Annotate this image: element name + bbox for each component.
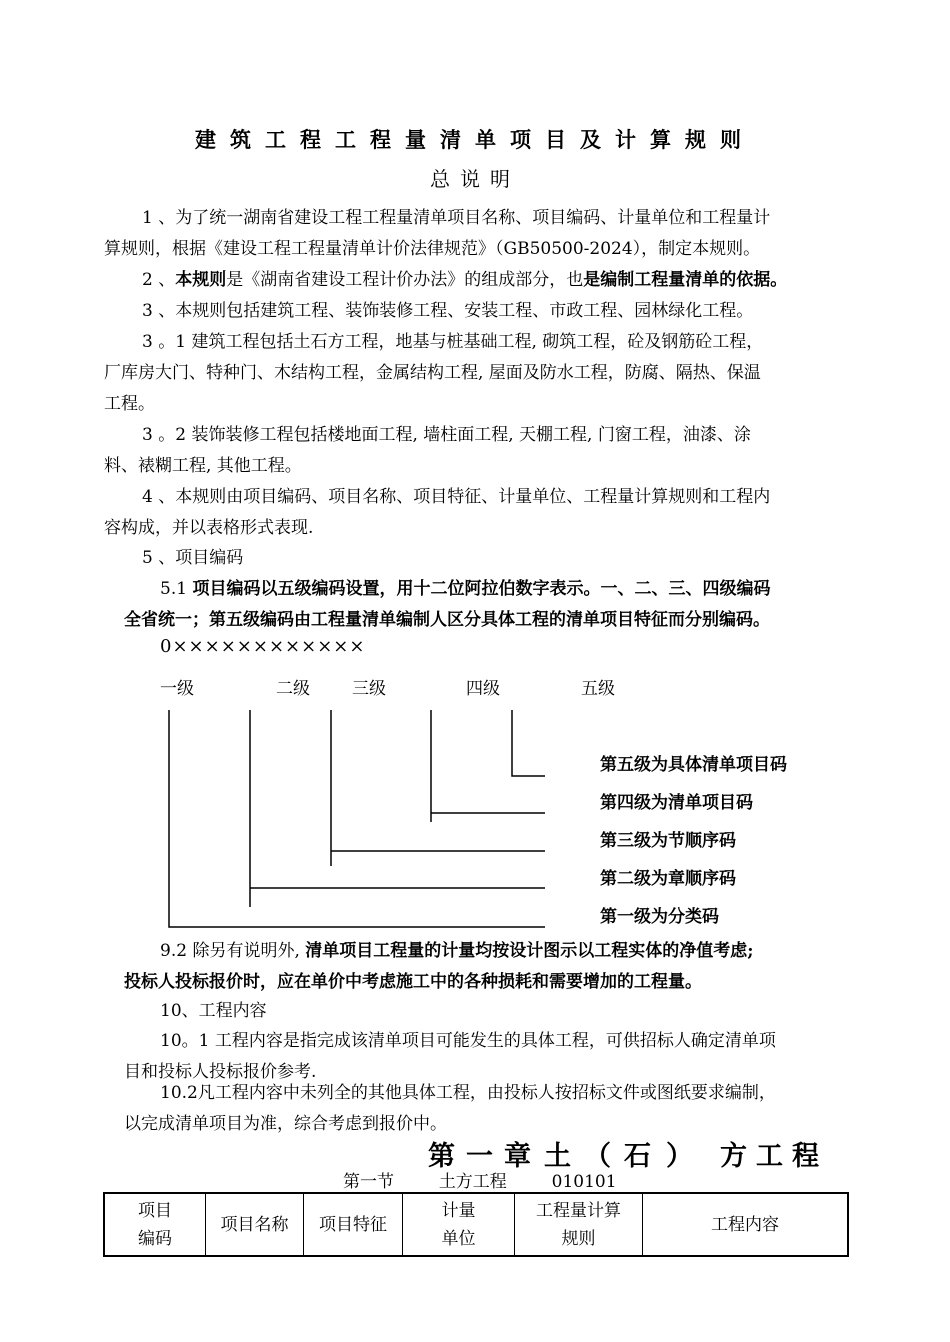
paragraph-9-2-number: 9.2 除另有说明外, — [160, 941, 306, 961]
level-5-bracket — [512, 710, 545, 776]
header-item-code-line-1: 项目 — [138, 1200, 172, 1221]
level-3-label: 三级 — [352, 679, 386, 699]
level-4-description: 第四级为清单项目码 — [600, 793, 753, 813]
level-5-description: 第五级为具体清单项目码 — [600, 755, 787, 775]
header-unit-line-1: 计量 — [441, 1200, 476, 1221]
level-2-description: 第二级为章顺序码 — [600, 869, 736, 889]
level-3-bracket — [331, 710, 545, 866]
paragraph-5-line-1: 5 、项目编码 — [142, 548, 244, 568]
section-code: 010101 — [551, 1172, 617, 1192]
chapter-char: 方 — [720, 1141, 747, 1172]
chapter-char: 一 — [466, 1141, 493, 1172]
header-calc-rule-line-1: 工程量计算 — [536, 1200, 621, 1221]
chapter-char: （ — [584, 1141, 611, 1172]
section-label: 第一节 — [343, 1172, 394, 1192]
paragraph-3-1-line-1: 3 。1 建筑工程包括土石方工程，地基与桩基础工程, 砌筑工程，砼及钢筋砼工程， — [142, 332, 764, 352]
paragraph-3-1-line-2: 厂库房大门、特种门、木结构工程，金属结构工程, 屋面及防水工程，防腐、隔热、保温 — [104, 363, 761, 383]
paragraph-2-text: 是《湖南省建设工程计价办法》的组成部分，也 — [226, 270, 584, 290]
chapter-char: 石 — [624, 1141, 651, 1172]
paragraph-2-bold-1: 本规则 — [175, 270, 227, 290]
level-3-description: 第三级为节顺序码 — [600, 831, 736, 851]
chapter-char: 土 — [544, 1141, 571, 1172]
table-header-row — [104, 1193, 848, 1256]
paragraph-3-2-line-1: 3 。2 装饰装修工程包括楼地面工程, 墙柱面工程, 天棚工程, 门窗工程，油漆、涂 — [142, 425, 751, 445]
header-calc-rule-line-2: 规则 — [561, 1228, 596, 1249]
header-unit — [403, 1193, 515, 1256]
code-pattern: 0×××××××××××× — [160, 636, 366, 657]
chapter-char: 程 — [792, 1141, 819, 1172]
paragraph-10-line-1: 10、工程内容 — [160, 1001, 267, 1021]
level-5-label: 五级 — [581, 679, 615, 699]
level-4-label: 四级 — [466, 679, 500, 699]
level-1-label: 一级 — [160, 679, 194, 699]
paragraph-9-2-line-2: 投标人投标报价时，应在单价中考虑施工中的各种损耗和需要增加的工程量。 — [124, 972, 702, 992]
paragraph-3-2-line-2: 料、裱糊工程, 其他工程。 — [104, 456, 302, 476]
paragraph-3-line-1: 3 、本规则包括建筑工程、装饰装修工程、安装工程、市政工程、园林绿化工程。 — [142, 301, 754, 321]
section-name: 土方工程 — [438, 1172, 507, 1192]
paragraph-9-2 — [124, 936, 864, 998]
level-1-bracket — [169, 710, 545, 927]
header-item-features: 项目特征 — [304, 1193, 403, 1256]
level-4-bracket — [431, 710, 545, 822]
paragraph-10 — [124, 996, 864, 1027]
paragraph-1-line-1: 1 、为了统一湖南省建设工程工程量清单项目名称、项目编码、计量单位和工程量计 — [142, 208, 771, 228]
paragraph-5-1-line-2: 全省统一；第五级编码由工程量清单编制人区分具体工程的清单项目特征而分别编码。 — [124, 610, 770, 630]
paragraph-2-bold-2: 是编制工程量清单的依据。 — [583, 270, 788, 290]
chapter-char: 工 — [756, 1141, 783, 1172]
paragraph-4-line-2: 容构成，并以表格形式表现. — [104, 518, 314, 538]
header-calc-rule — [515, 1193, 643, 1256]
paragraph-1-line-2: 算规则，根据《建设工程工程量清单计价法律规范》（GB50500-2024），制定本规则。 — [104, 239, 761, 259]
paragraph-3-1-line-3: 工程。 — [104, 394, 155, 414]
paragraph-10-2 — [124, 1078, 864, 1140]
section-heading — [343, 1167, 617, 1192]
paragraph-5-1-bold: 项目编码以五级编码设置，用十二位阿拉伯数字表示。一、二、三、四级编码 — [192, 579, 771, 599]
header-unit-line-2: 单位 — [441, 1228, 476, 1249]
paragraph-10-2-line-2: 以完成清单项目为准，综合考虑到报价中。 — [124, 1114, 447, 1134]
header-work-content: 工程内容 — [643, 1193, 849, 1256]
paragraph-10-2-line-1: 10.2凡工程内容中未列全的其他具体工程，由投标人按招标文件或图纸要求编制， — [160, 1083, 776, 1103]
paragraph-10-1-line-2: 目和投标人投标报价参考. — [124, 1062, 317, 1082]
level-1-description: 第一级为分类码 — [600, 907, 719, 927]
chapter-char: 第 — [428, 1141, 455, 1172]
bill-table-header — [103, 1192, 849, 1257]
paragraph-4-line-1: 4 、本规则由项目编码、项目名称、项目特征、计量单位、工程量计算规则和工程内 — [142, 487, 771, 507]
paragraph-10-1-line-1: 10。1 工程内容是指完成该清单项目可能发生的具体工程，可供招标人确定清单项 — [160, 1031, 776, 1051]
paragraph-5-1-number: 5.1 — [160, 579, 193, 599]
paragraph-9-2-bold: 清单项目工程量的计量均按设计图示以工程实体的净值考虑; — [305, 941, 754, 961]
paragraph-2-number: 2 、 — [142, 270, 176, 290]
page-subtitle: 总说明 — [430, 167, 520, 191]
level-2-bracket — [250, 710, 545, 907]
chapter-char: 章 — [504, 1141, 531, 1172]
chapter-char: ） — [666, 1141, 693, 1172]
level-2-label: 二级 — [276, 679, 310, 699]
header-item-name: 项目名称 — [206, 1193, 304, 1256]
header-item-code-line-2: 编码 — [138, 1228, 172, 1249]
header-item-code — [104, 1193, 206, 1256]
page-title: 建筑工程工程量清单项目及计算规则 — [195, 127, 755, 152]
